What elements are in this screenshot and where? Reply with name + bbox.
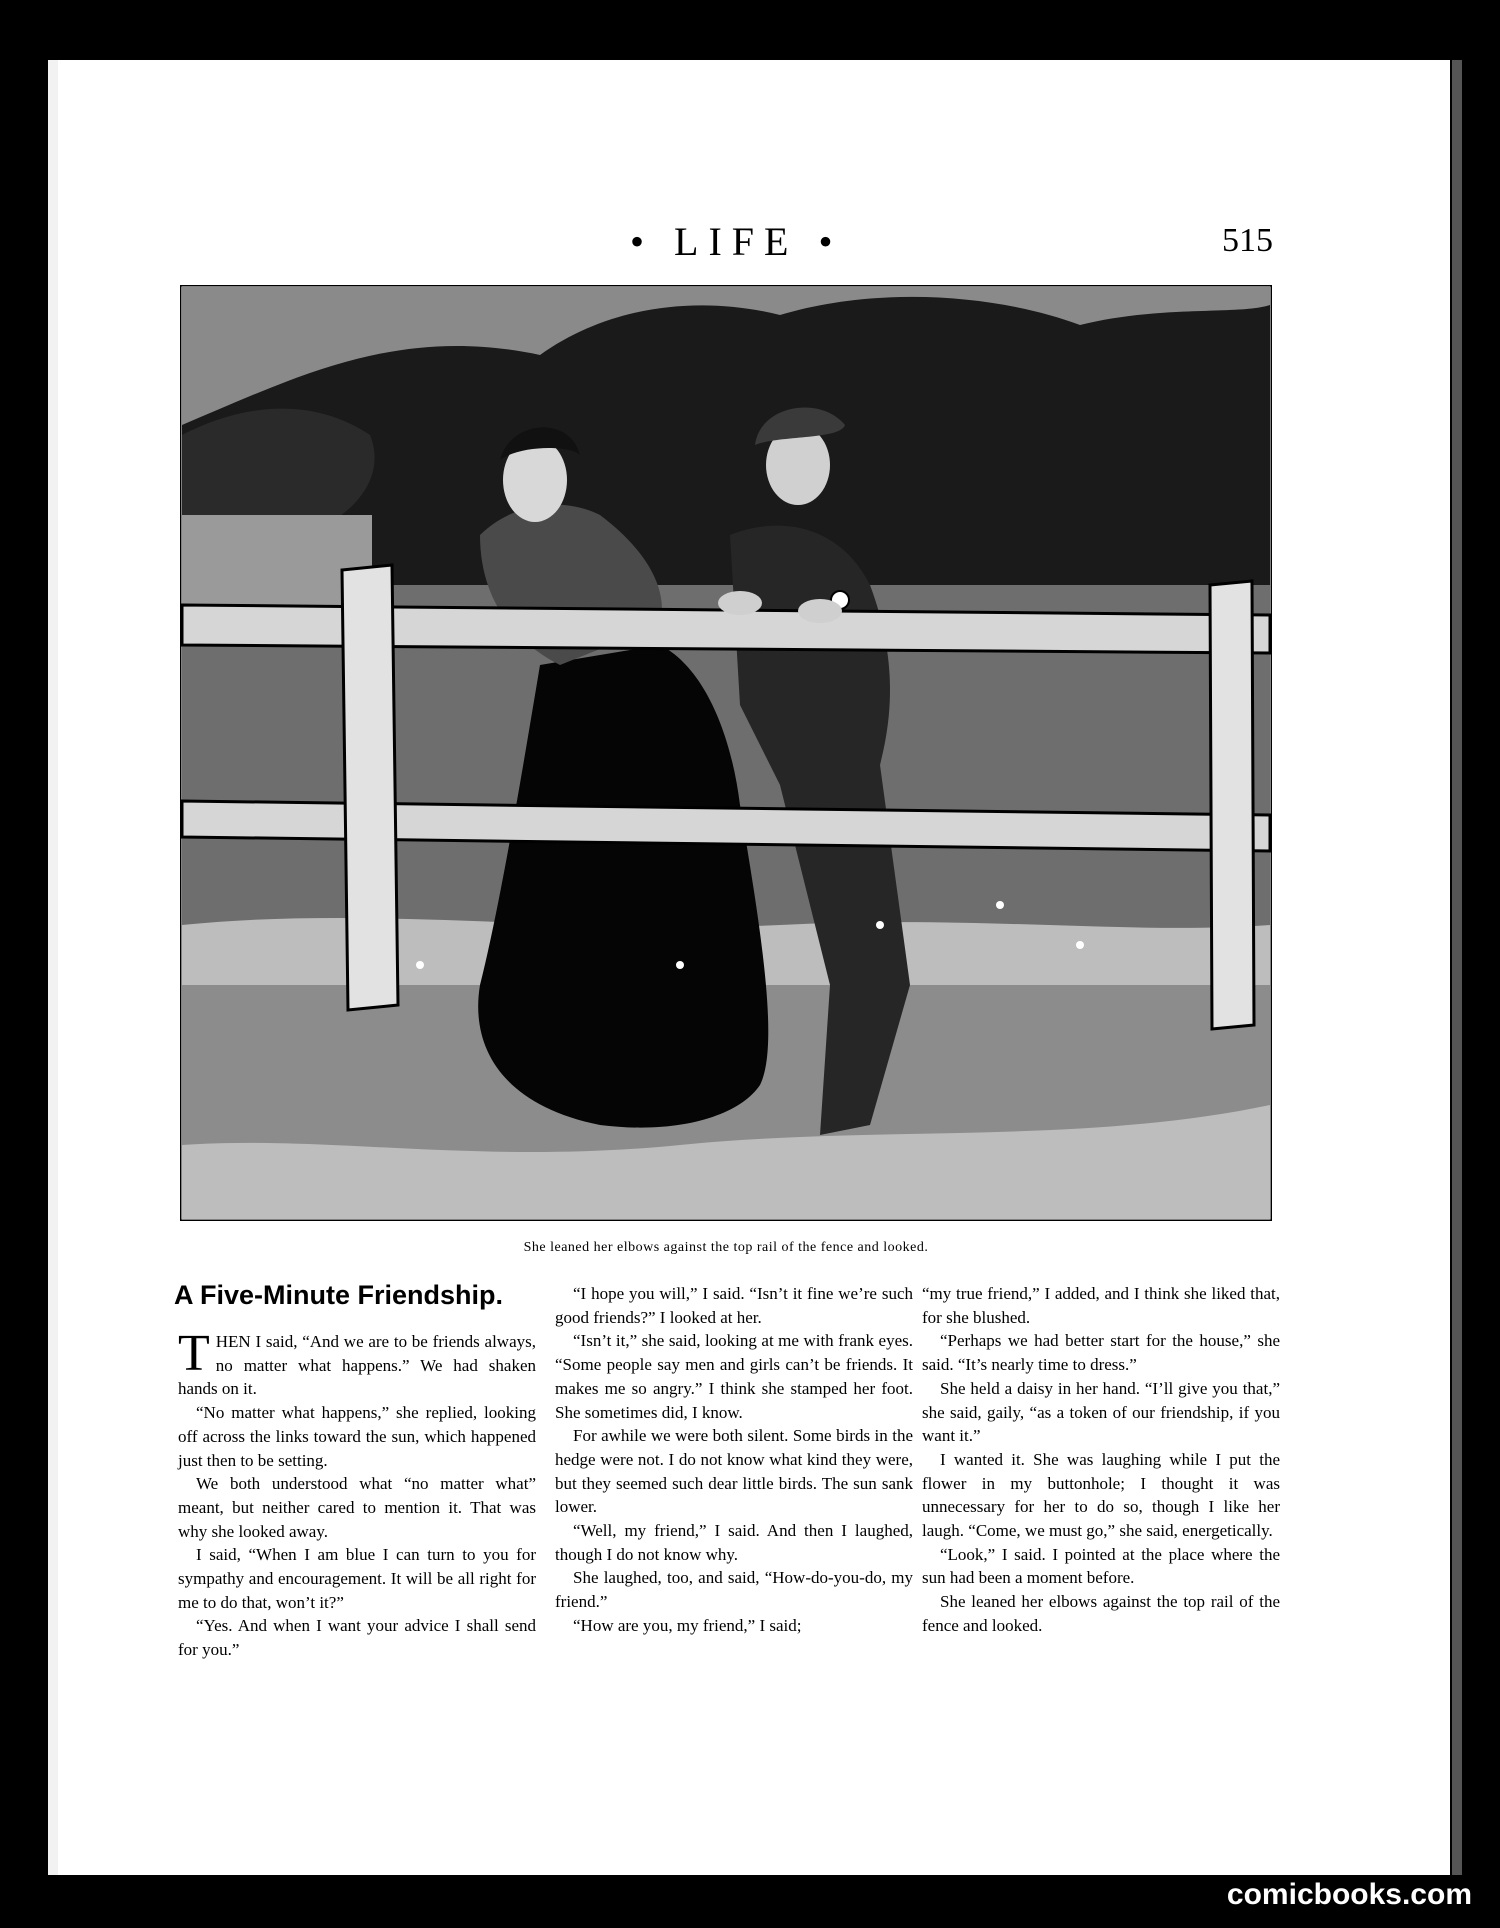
- article-column-1: [178, 1325, 536, 1662]
- paragraph: “No matter what happens,” she replied, looking off across the links toward the sun, which happened just then to be setting.: [178, 1403, 536, 1470]
- paragraph: We both understood what “no matter what” meant, but neither cared to mention it. That was why she looked away.: [178, 1474, 536, 1541]
- paragraph: “Perhaps we had better start for the house,” she said. “It’s nearly time to dress.”: [922, 1331, 1280, 1375]
- paragraph: “my true friend,” I added, and I think she liked that, for she blushed.: [922, 1284, 1280, 1327]
- page-number: 515: [1222, 222, 1273, 259]
- masthead: • LIFE •: [630, 219, 843, 264]
- article-title: A Five-Minute Friendship.: [174, 1280, 504, 1310]
- paragraph: She laughed, too, and said, “How-do-you-do, my friend.”: [555, 1568, 913, 1612]
- drop-cap: T: [178, 1325, 210, 1382]
- paragraph: [178, 1325, 536, 1401]
- paragraph-text: HEN I said, “And we are to be friends always, no matter what happens.” We had shaken hands on it.: [178, 1332, 536, 1399]
- fence-couple-illustration-icon: [180, 285, 1272, 1221]
- article-column-3: [922, 1282, 1280, 1638]
- fence-couple-illustration: [180, 285, 1272, 1221]
- paragraph: “Yes. And when I want your advice I shall send for you.”: [178, 1616, 536, 1660]
- illustration-caption: She leaned her elbows against the top rail of the fence and looked.: [523, 1240, 929, 1255]
- paragraph: I said, “When I am blue I can turn to you for sympathy and encouragement. It will be all right for me to do that, won’t it?”: [178, 1545, 536, 1612]
- page-binding-edge: [1452, 60, 1462, 1875]
- paragraph: “Isn’t it,” she said, looking at me with frank eyes. “Some people say men and girls can’t be friends. It makes me so angry.” I think she stamped her foot. She sometimes did, I know.: [555, 1331, 913, 1422]
- paragraph: “I hope you will,” I said. “Isn’t it fine we’re such good friends?” I looked at her.: [555, 1284, 913, 1327]
- paragraph: “Well, my friend,” I said. And then I laughed, though I do not know why.: [555, 1521, 913, 1564]
- paragraph: For awhile we were both silent. Some birds in the hedge were not. I do not know what kind they were, but they seemed such dear little birds. The sun sank lower.: [555, 1426, 913, 1517]
- paragraph: She held a daisy in her hand. “I’ll give you that,” she said, gaily, “as a token of our friendship, if you want it.”: [922, 1378, 1280, 1446]
- site-watermark: comicbooks.com: [1226, 1878, 1472, 1911]
- paragraph: She leaned her elbows against the top rail of the fence and looked.: [922, 1592, 1280, 1635]
- paragraph: “How are you, my friend,” I said;: [573, 1615, 802, 1635]
- article-column-2: [555, 1282, 913, 1638]
- paragraph: “Look,” I said. I pointed at the place where the sun had been a moment before.: [922, 1544, 1280, 1588]
- paragraph: I wanted it. She was laughing while I put the flower in my buttonhole; I thought it was unnecessary for her to do so, though I like her laugh. “Come, we must go,” she said, energetically.: [922, 1449, 1280, 1541]
